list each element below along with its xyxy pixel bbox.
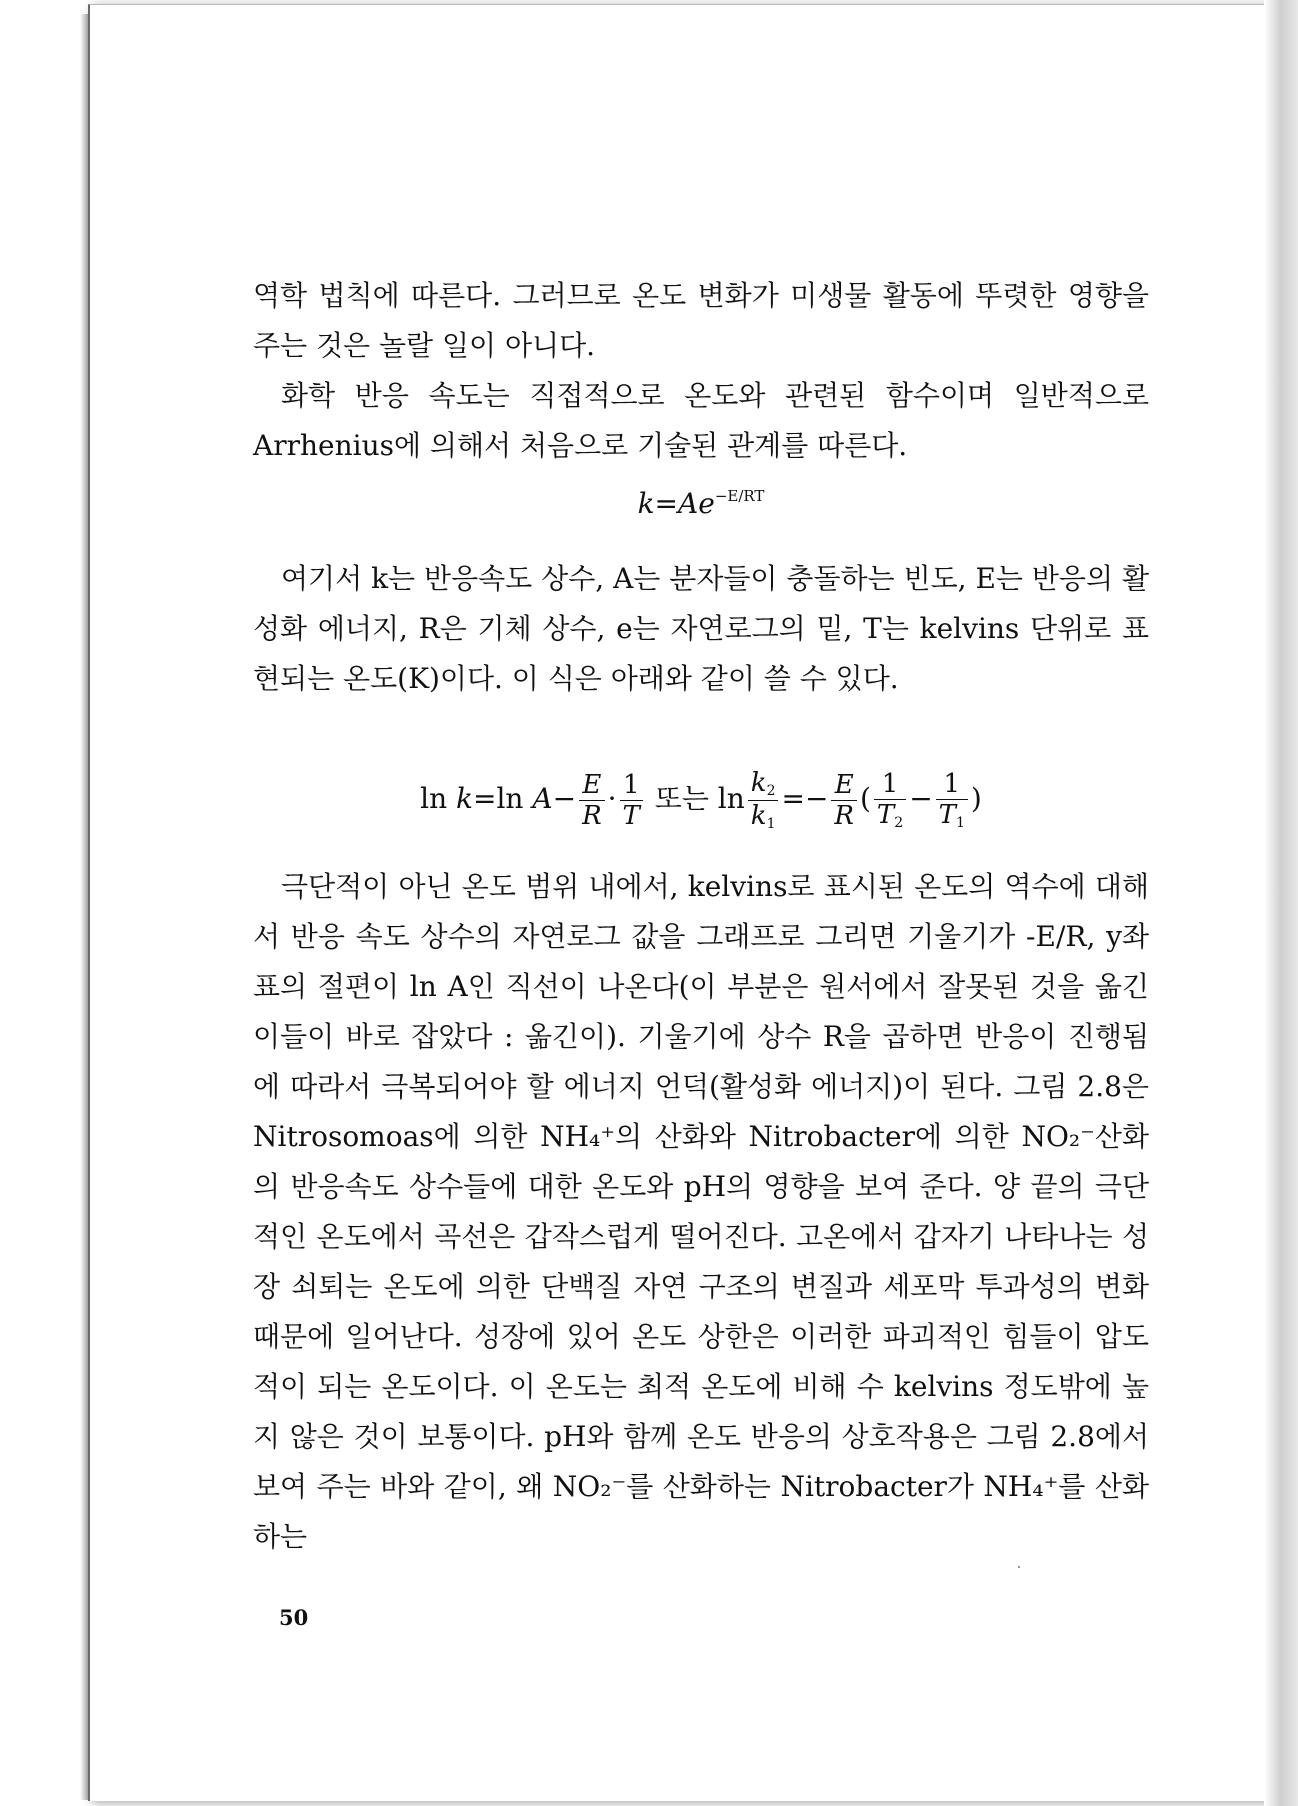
paragraph-text: 극단적이 아닌 온도 범위 내에서, kelvins로 표시된 온도의 역수에 대해서 반응 속도 상수의 자연로그 값을 그래프로 그리면 기울기가 -E/R, y좌표의 절편이 ln A인 직선이 나온다(이 부분은 원서에서 잘못된 것을 옮긴이들이 바로 잡았다 : 옮긴이). 기울기에 상수 R을 곱하면 반응이 진행됨에 따라서 극복되어야 할 에너지 언덕(활성화 에너지)이 된다. 그림 2.8은 Nitrosomoas에 의한 NH₄⁺의 산화와 Nitrobacter에 의한 NO₂⁻산화의 반응속도 상수들에 대한 온도와 pH의 영향을 보여 준다. 양 끝의 극단적인 온도에서 곡선은 갑작스럽게 떨어진다. 고온에서 갑자기 나타나는 성장 쇠퇴는 온도에 의한 단백질 자연 구조의 변질과 세포막 투과성의 변화 때문에 일어난다. 성장에 있어 온도 상한은 이러한 파괴적인 힘들이 압도적이 되는 온도이다. 이 온도는 최적 온도에 비해 수 kelvins 정도밖에 높지 않은 것이 보통이다. pH와 함께 온도 반응의 상호작용은 그림 2.8에서 보여 주는 바와 같이, 왜 NO₂⁻를 산화하는 Nitrobacter가 NH₄⁺를 산화하는: [253, 870, 1149, 1553]
eq-operator: =: [654, 487, 678, 520]
eq-symbol: k: [750, 801, 767, 831]
eq-operator: ): [970, 782, 982, 815]
fraction-denominator: [936, 800, 968, 830]
eq-text: =ln: [473, 782, 533, 815]
eq-symbol: A: [532, 782, 553, 815]
eq-operator: −: [552, 782, 577, 815]
paragraph-text: 역학 법칙에 따른다. 그러므로 온도 변화가 미생물 활동에 뚜렷한 영향을 주는 것은 놀랄 일이 아니다.: [253, 279, 1149, 362]
eq-operator: ·: [607, 782, 617, 815]
eq-symbol: T: [938, 800, 956, 830]
fraction-numerator: [748, 770, 779, 801]
eq-text: 또는: [645, 782, 718, 815]
eq-symbol: T: [876, 800, 895, 830]
log-form-equation: [253, 770, 1149, 831]
page-number: 50: [279, 1605, 309, 1630]
eq-subscript: 2: [894, 815, 904, 831]
fraction-denominator: T: [622, 801, 640, 831]
eq-text: ln: [420, 782, 457, 815]
paragraph-text: 화학 반응 속도는 직접적으로 온도와 관련된 함수이며 일반적으로 Arrhenius에 의해서 처음으로 기술된 관계를 따른다.: [253, 379, 1149, 462]
eq-subscript: 1: [766, 816, 776, 832]
eq-symbol: A: [678, 487, 699, 520]
fraction: [831, 772, 857, 829]
page-edge: [1264, 0, 1298, 1806]
fraction-numerator: E: [831, 772, 857, 801]
eq-operator: (: [859, 782, 871, 815]
eq-symbol: k: [750, 768, 767, 798]
fraction: [620, 772, 643, 829]
eq-symbol: e: [698, 487, 715, 520]
eq-exponent: −E/RT: [714, 487, 765, 505]
scan-speck: [1018, 1566, 1020, 1568]
eq-symbol: k: [637, 487, 655, 520]
fraction-denominator: R: [582, 801, 602, 831]
fraction-numerator: 1: [936, 771, 968, 800]
fraction-numerator: 1: [874, 771, 906, 800]
arrhenius-equation: [253, 487, 1149, 520]
fraction-denominator: [874, 800, 906, 830]
eq-symbol: k: [456, 782, 473, 815]
paragraph-2: [253, 371, 1149, 471]
fraction: [874, 771, 906, 830]
paragraph-1: [253, 271, 1149, 371]
eq-operator: =−: [781, 782, 829, 815]
fraction-numerator: 1: [620, 772, 643, 801]
fraction: [936, 771, 968, 830]
eq-subscript: 1: [956, 815, 965, 831]
fraction: [579, 772, 605, 829]
fraction: [748, 770, 779, 831]
eq-text: ln: [717, 782, 745, 815]
eq-operator: −: [909, 782, 933, 815]
eq-subscript: 2: [766, 783, 776, 799]
fraction-denominator: [748, 801, 779, 831]
paragraph-text: 여기서 k는 반응속도 상수, A는 분자들이 충돌하는 빈도, E는 반응의 활성화 에너지, R은 기체 상수, e는 자연로그의 밑, T는 kelvins 단위로 표현되는 온도(K)이다. 이 식은 아래와 같이 쓸 수 있다.: [253, 562, 1149, 695]
paragraph-3: [253, 554, 1149, 704]
fraction-numerator: E: [579, 772, 605, 801]
paragraph-4: [253, 862, 1149, 1562]
fraction-denominator: R: [834, 801, 854, 831]
